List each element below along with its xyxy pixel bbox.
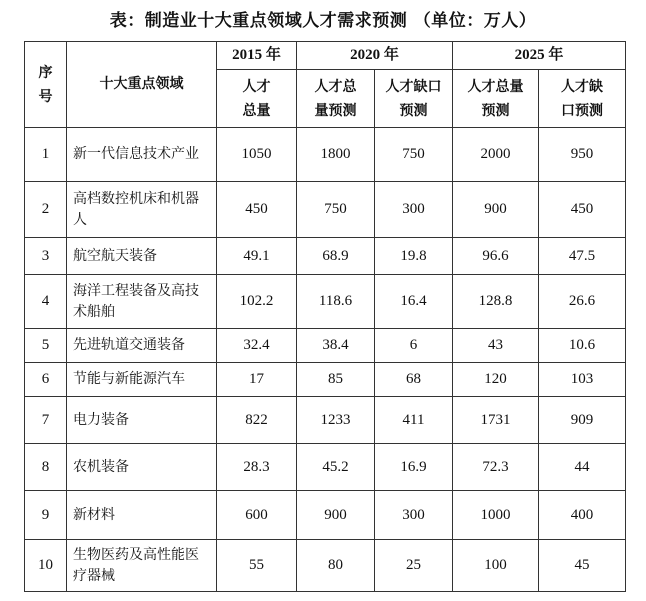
- value-cell: 750: [297, 182, 375, 238]
- subheader-2020-gap: [375, 70, 453, 128]
- seq-header: [25, 42, 67, 128]
- field-name: 航空航天装备: [67, 238, 217, 275]
- field-name: 新一代信息技术产业: [67, 128, 217, 182]
- value-cell: 103: [539, 363, 626, 397]
- value-cell: 25: [375, 540, 453, 592]
- row-number: 5: [25, 329, 67, 363]
- subheader-label: 人才总量预测: [467, 78, 524, 119]
- value-cell: 300: [375, 491, 453, 540]
- value-cell: 822: [217, 397, 297, 444]
- value-cell: 1233: [297, 397, 375, 444]
- row-number: 8: [25, 444, 67, 491]
- value-cell: 68: [375, 363, 453, 397]
- value-cell: 49.1: [217, 238, 297, 275]
- row-number: 1: [25, 128, 67, 182]
- value-cell: 750: [375, 128, 453, 182]
- row-number: 6: [25, 363, 67, 397]
- field-name: 先进轨道交通装备: [67, 329, 217, 363]
- field-name: 新材料: [67, 491, 217, 540]
- value-cell: 411: [375, 397, 453, 444]
- value-cell: 1050: [217, 128, 297, 182]
- value-cell: 47.5: [539, 238, 626, 275]
- value-cell: 17: [217, 363, 297, 397]
- value-cell: 72.3: [453, 444, 539, 491]
- table-row: [25, 182, 626, 238]
- table-row: [25, 275, 626, 329]
- table-row: [25, 444, 626, 491]
- row-number: 10: [25, 540, 67, 592]
- row-number: 3: [25, 238, 67, 275]
- value-cell: 45: [539, 540, 626, 592]
- value-cell: 26.6: [539, 275, 626, 329]
- value-cell: 450: [217, 182, 297, 238]
- table-row: [25, 491, 626, 540]
- value-cell: 950: [539, 128, 626, 182]
- table-row: [25, 329, 626, 363]
- table-row: [25, 128, 626, 182]
- value-cell: 100: [453, 540, 539, 592]
- value-cell: 450: [539, 182, 626, 238]
- value-cell: 900: [297, 491, 375, 540]
- talent-demand-table: [24, 41, 626, 592]
- year-header-2015: 2015 年: [217, 42, 297, 70]
- value-cell: 300: [375, 182, 453, 238]
- subheader-label: 人才缺口预测: [561, 78, 604, 119]
- table-row: [25, 540, 626, 592]
- value-cell: 55: [217, 540, 297, 592]
- value-cell: 68.9: [297, 238, 375, 275]
- table-row: [25, 238, 626, 275]
- value-cell: 128.8: [453, 275, 539, 329]
- field-name: 农机装备: [67, 444, 217, 491]
- row-number: 9: [25, 491, 67, 540]
- value-cell: 900: [453, 182, 539, 238]
- value-cell: 10.6: [539, 329, 626, 363]
- value-cell: 16.4: [375, 275, 453, 329]
- value-cell: 43: [453, 329, 539, 363]
- value-cell: 1800: [297, 128, 375, 182]
- field-name: 节能与新能源汽车: [67, 363, 217, 397]
- value-cell: 96.6: [453, 238, 539, 275]
- value-cell: 1000: [453, 491, 539, 540]
- table-row: [25, 397, 626, 444]
- value-cell: 85: [297, 363, 375, 397]
- field-name: 高档数控机床和机器人: [67, 182, 217, 238]
- subheader-label: 人才缺口预测: [385, 78, 442, 119]
- value-cell: 909: [539, 397, 626, 444]
- year-header-2020: 2020 年: [297, 42, 453, 70]
- subheader-2020-total: [297, 70, 375, 128]
- field-name: 电力装备: [67, 397, 217, 444]
- subheader-2015-total: [217, 70, 297, 128]
- value-cell: 45.2: [297, 444, 375, 491]
- value-cell: 1731: [453, 397, 539, 444]
- field-name: 海洋工程装备及高技术船舶: [67, 275, 217, 329]
- value-cell: 19.8: [375, 238, 453, 275]
- value-cell: 400: [539, 491, 626, 540]
- table-row: [25, 363, 626, 397]
- year-header-2025: 2025 年: [453, 42, 626, 70]
- subheader-label: 人才总量预测: [314, 78, 357, 119]
- row-number: 2: [25, 182, 67, 238]
- value-cell: 32.4: [217, 329, 297, 363]
- row-number: 4: [25, 275, 67, 329]
- field-name: 生物医药及高性能医疗器械: [67, 540, 217, 592]
- value-cell: 16.9: [375, 444, 453, 491]
- table-title: 表：制造业十大重点领域人才需求预测 （单位：万人）: [109, 11, 537, 31]
- value-cell: 6: [375, 329, 453, 363]
- value-cell: 28.3: [217, 444, 297, 491]
- seq-header-label: 序号: [38, 64, 53, 105]
- subheader-label: 人才总量: [242, 78, 271, 119]
- subheader-2025-gap: [539, 70, 626, 128]
- subheader-2025-total: [453, 70, 539, 128]
- value-cell: 38.4: [297, 329, 375, 363]
- value-cell: 44: [539, 444, 626, 491]
- value-cell: 102.2: [217, 275, 297, 329]
- value-cell: 80: [297, 540, 375, 592]
- value-cell: 120: [453, 363, 539, 397]
- value-cell: 2000: [453, 128, 539, 182]
- value-cell: 118.6: [297, 275, 375, 329]
- row-number: 7: [25, 397, 67, 444]
- field-header: 十大重点领域: [67, 42, 217, 128]
- value-cell: 600: [217, 491, 297, 540]
